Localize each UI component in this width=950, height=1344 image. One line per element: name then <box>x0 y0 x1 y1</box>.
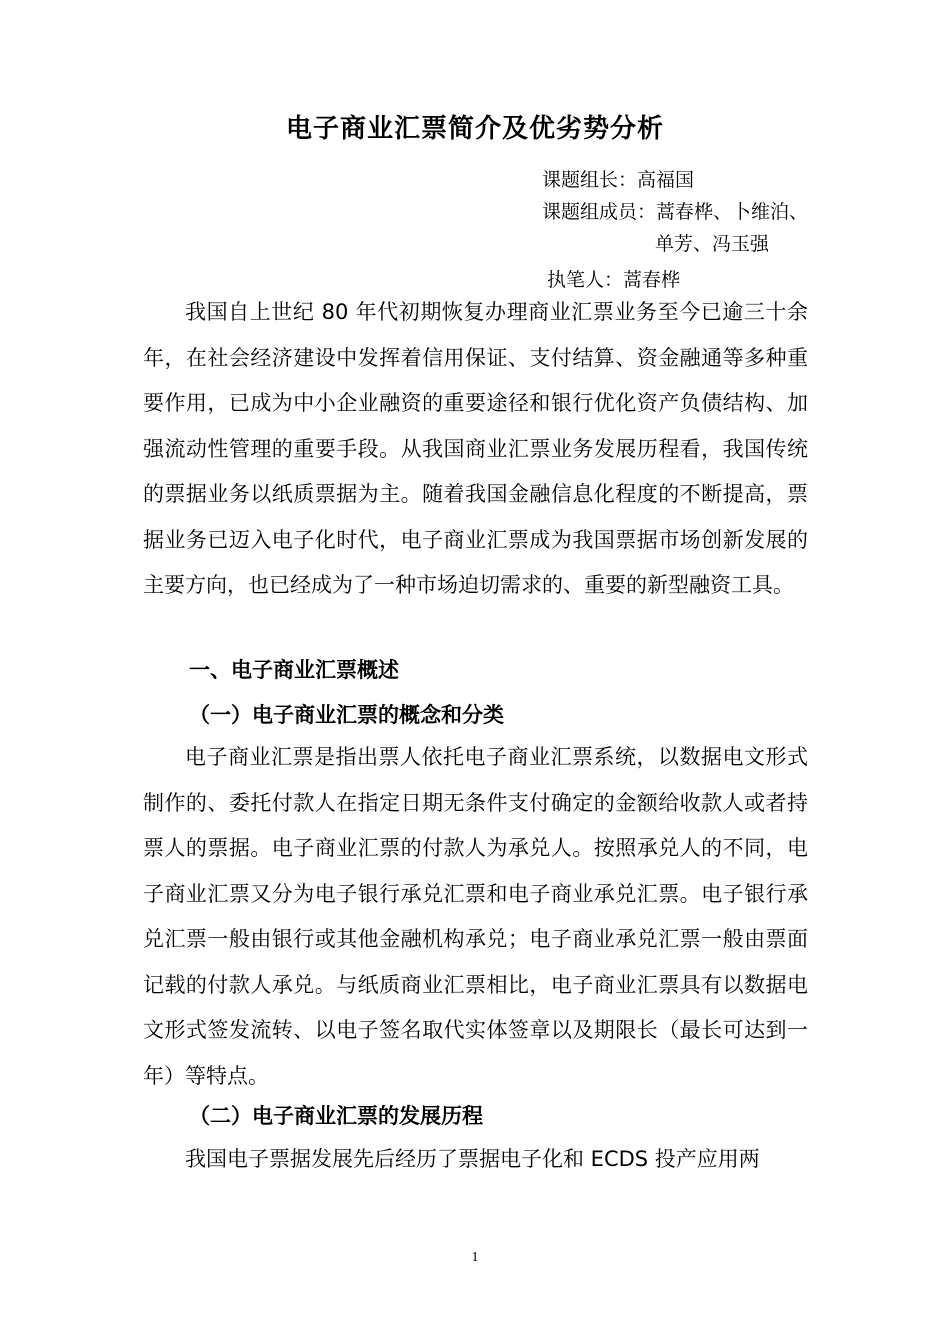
intro-paragraph: 我国自上世纪 80 年代初期恢复办理商业汇票业务至今已逾三十余年，在社会经济建设中发挥着信用保证、支付结算、资金融通等多种重要作用，已成为中小企业融资的重要途径和银行优化资产负债结构、加强流动性管理的重要手段。从我国商业汇票业务发展历程看，我国传统的票据业务以纸质票据为主。随着我国金融信息化程度的不断提高，票据业务已迈入电子化时代，电子商业汇票成为我国票据市场创新发展的主要方向，也已经成为了一种市场迫切需求的、重要的新型融资工具。 <box>143 300 808 597</box>
author-leader: 课题组长：高福国 <box>542 169 695 191</box>
author-writer: 执笔人：蒿春桦 <box>547 269 681 291</box>
body-paragraph: 电子商业汇票是指出票人依托电子商业汇票系统，以数据电文形式制作的、委托付款人在指定日期无条件支付确定的金额给收款人或者持票人的票据。电子商业汇票的付款人为承兑人。按照承兑人的不同，电子商业汇票又分为电子银行承兑汇票和电子商业承兑汇票。电子银行承兑汇票一般由银行或其他金融机构承兑；电子商业承兑汇票一般由票面记载的付款人承兑。与纸质商业汇票相比，电子商业汇票具有以数据电文形式签发流转、以电子签名取代实体签章以及期限长（最长可达到一年）等特点。 <box>143 745 808 1088</box>
author-members-continued: 单芳、冯玉强 <box>655 233 770 255</box>
body-paragraph: 我国电子票据发展先后经历了票据电子化和 ECDS 投产应用两 <box>185 1147 760 1171</box>
author-members: 课题组成员：蒿春桦、卜维泊、 <box>542 201 809 223</box>
page-number: 1 <box>471 1250 479 1265</box>
subsection-heading: （一）电子商业汇票的概念和分类 <box>189 703 504 727</box>
subsection-heading: （二）电子商业汇票的发展历程 <box>189 1104 483 1128</box>
document-title: 电子商业汇票简介及优劣势分析 <box>285 114 664 144</box>
section-heading: 一、电子商业汇票概述 <box>189 658 399 682</box>
